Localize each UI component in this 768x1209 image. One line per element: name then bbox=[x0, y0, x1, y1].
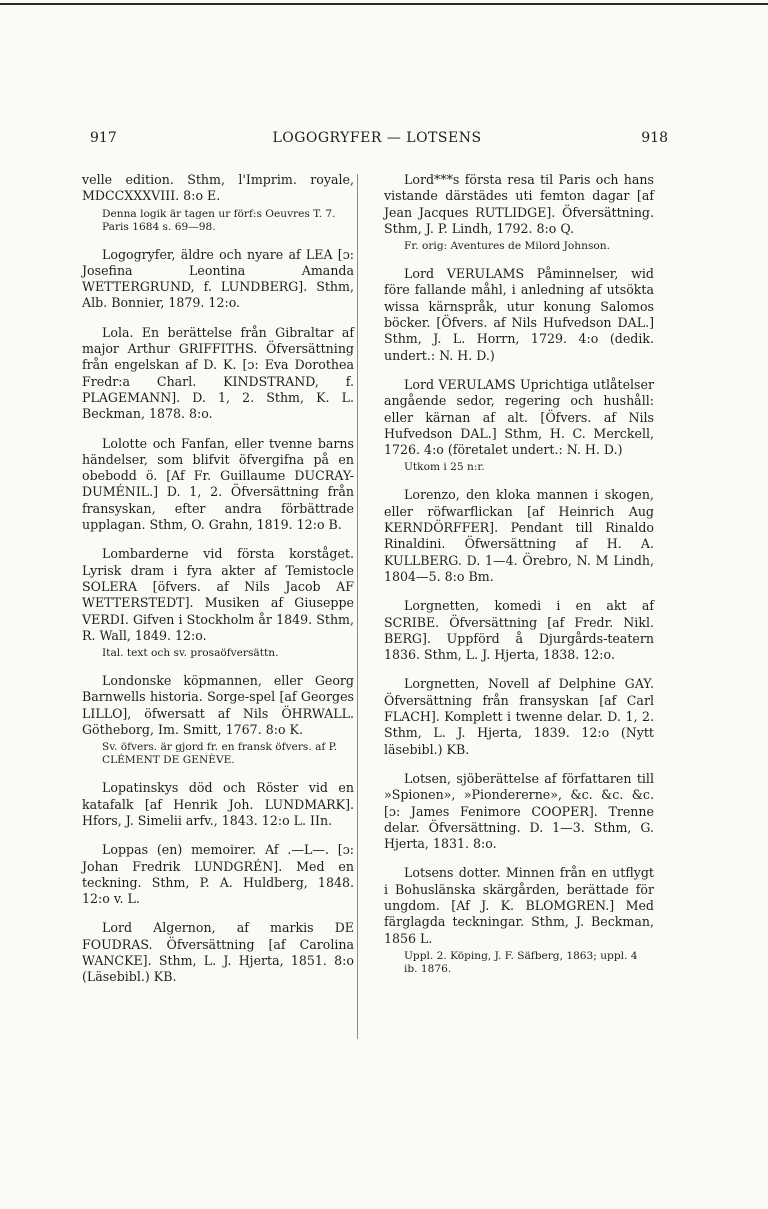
entry-note: Sv. öfvers. är gjord fr. en fransk öfvers. af P. CLÉMENT DE GENÈVE. bbox=[102, 741, 338, 767]
bibliography-entry bbox=[82, 247, 354, 312]
bibliography-entry bbox=[82, 325, 354, 423]
entry-note: Uppl. 2. Köping, J. F. Säfberg, 1863; uppl. 4 ib. 1876. bbox=[404, 949, 638, 975]
entry-text: Lord***s första resa til Paris och hans vistande därstädes uti femton dagar [af Jean Jacques RUTLIDGE]. Öfversättning. Sthm, J. P. Lindh, 1792. 8:o Q. bbox=[384, 172, 654, 236]
entry-text: Logogryfer, äldre och nyare af LEA [ɔ: Josefina Leontina Amanda WETTERGRUND, f. LUNDBERG]. Sthm, Alb. Bonnier, 1879. 12:o. bbox=[82, 246, 354, 311]
bibliography-entry bbox=[82, 546, 354, 660]
entry-text: Lord VERULAMS Uprichtiga utlåtelser angående sedor, regering och hushåll: eller kärnan af alt. [Öfvers. af Nils Hufvedson DAL.] Sthm, H. C. Merckell, 1726. 4:o (företalet undert.: N. H. D.) bbox=[384, 376, 654, 458]
entry-text: Lorenzo, den kloka mannen i skogen, eller röfwarflickan [af Heinrich Aug KERNDÖRFFER]. Pendant till Rinaldo Rinaldini. Öfwersättning af H. A. KULLBERG. D. 1—4. Örebro, N. M Lindh, 1804—5. 8:o Bm. bbox=[384, 487, 654, 584]
bibliography-entry bbox=[82, 842, 354, 907]
bibliography-entry bbox=[384, 172, 654, 253]
bibliography-entry bbox=[384, 598, 654, 663]
entry-text: Lola. En berättelse från Gibraltar af major Arthur GRIFFITHS. Öfversättning från engelskan af D. K. [ɔ: Eva Dorothea Fredr:a Charl. KINDSTRAND, f. PLAGEMANN]. D. 1, 2. Sthm, K. L. Beckman, 1878. 8:o. bbox=[82, 324, 354, 422]
running-header bbox=[86, 130, 668, 154]
entry-text: Lord Algernon, af markis DE FOUDRAS. Öfversättning [af Carolina WANCKE]. Sthm, L. J. Hjerta, 1851. 8:o (Läsebibl.) KB. bbox=[82, 920, 354, 985]
entry-note: Ital. text och sv. prosaöfversättn. bbox=[102, 647, 279, 660]
top-edge-rule bbox=[0, 3, 768, 5]
bibliography-entry bbox=[82, 673, 354, 767]
entry-note: Denna logik är tagen ur förf:s Oeuvres T. 7. Paris 1684 s. 69—98. bbox=[102, 207, 336, 233]
bibliography-entry bbox=[82, 436, 354, 534]
bibliography-entry bbox=[384, 771, 654, 852]
page-number-right: 918 bbox=[641, 130, 668, 146]
page-number-left: 917 bbox=[90, 130, 117, 146]
entry-text: Lotsens dotter. Minnen från en utflygt i Bohuslänska skärgården, berättade för ungdom. [Af J. K. BLOMGREN.] Med färglagda teckningar. Sthm, J. Beckman, 1856 L. bbox=[384, 865, 654, 946]
left-column bbox=[82, 172, 354, 999]
column-divider bbox=[357, 174, 358, 1039]
entry-text: Lolotte och Fanfan, eller tvenne barns händelser, som blifvit öfvergifna på en obebodd ö. [Af Fr. Guillaume DUCRAY-DUMÉNIL.] D. 1, 2. Öfversättning från fransyskan, efter andra förbättrade upplagan. Sthm, O. Grahn, 1819. 12:o B. bbox=[82, 435, 354, 533]
entry-text: Loppas (en) memoirer. Af .—L—. [ɔ: Johan Fredrik LUNDGRÉN]. Med en teckning. Sthm, P. A. Huldberg, 1848. 12:o v. L. bbox=[82, 842, 354, 907]
bibliography-entry bbox=[384, 377, 654, 474]
bibliography-entry bbox=[82, 920, 354, 985]
entry-text: Lopatinskys död och Röster vid en katafalk [af Henrik Joh. LUNDMARK]. Hfors, J. Simelii arfv., 1843. 12:o L. IIn. bbox=[82, 780, 354, 828]
entry-text: Londonske köpmannen, eller Georg Barnwells historia. Sorge-spel [af Georges LILLO], öfwersatt af Nils ÖHRWALL. Götheborg, Im. Smitt, 1767. 8:o K. bbox=[82, 673, 354, 738]
entry-note: Utkom i 25 n:r. bbox=[404, 461, 485, 474]
bibliography-entry bbox=[384, 676, 654, 757]
running-title: LOGOGRYFER — LOTSENS bbox=[272, 130, 482, 146]
right-column bbox=[384, 172, 654, 989]
entry-text: velle edition. Sthm, l'Imprim. royale, MDCCXXXVIII. 8:o E. bbox=[82, 172, 354, 204]
entry-text: Lord VERULAMS Påminnelser, wid före fallande måhl, i anledning af utsökta wissa kärnspråk, utur konung Salomos böcker. [Öfvers. af Nils Hufvedson DAL.] Sthm, J. L. Horrn, 1729. 4:o (dedik. undert.: N. H. D.) bbox=[384, 266, 654, 363]
entry-text: Lotsen, sjöberättelse af författaren till »Spionen», »Piondererne», &c. &c. &c. [ɔ: James Fenimore COOPER]. Trenne delar. Öfversättning. D. 1—3. Sthm, G. Hjerta, 1831. 8:o. bbox=[384, 770, 654, 852]
bibliography-entry bbox=[82, 780, 354, 829]
entry-note: Fr. orig: Aventures de Milord Johnson. bbox=[404, 240, 610, 253]
entry-text: Lombarderne vid första korståget. Lyrisk dram i fyra akter af Temistocle SOLERA [öfvers. af Nils Jacob AF WETTERSTEDT]. Musiken af Giuseppe VERDI. Gifven i Stockholm år 1849. Sthm, R. Wall, 1849. 12:o. bbox=[82, 546, 354, 643]
bibliography-entry bbox=[384, 865, 654, 975]
bibliography-entry bbox=[384, 266, 654, 364]
bibliography-entry bbox=[82, 172, 354, 234]
bibliography-entry bbox=[384, 487, 654, 585]
entry-text: Lorgnetten, komedi i en akt af SCRIBE. Öfversättning [af Fredr. Nikl. BERG]. Uppförd å Djurgårds-teatern 1836. Sthm, L. J. Hjerta, 1838. 12:o. bbox=[384, 598, 654, 663]
entry-text: Lorgnetten, Novell af Delphine GAY. Öfversättning från fransyskan [af Carl FLACH]. Komplett i twenne delar. D. 1, 2. Sthm, L. J. Hjerta, 1839. 12:o (Nytt läsebibl.) KB. bbox=[384, 676, 654, 757]
